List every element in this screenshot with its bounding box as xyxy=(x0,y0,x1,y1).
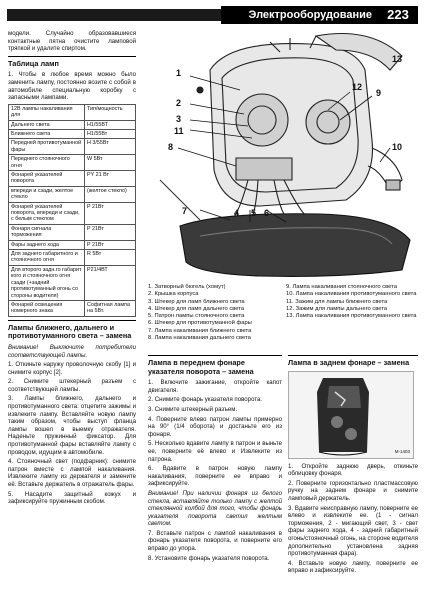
legend-item: 3. Штекер для ламп ближнего света xyxy=(148,298,245,305)
table-cell: H 3/55Вт xyxy=(85,139,136,155)
section-heading: Лампа в заднем фонаре – замена xyxy=(288,358,410,367)
table-cell: впереди и сзади, желтое стекло xyxy=(9,186,85,202)
table-cell: H1/55ВТ xyxy=(85,120,136,129)
callout-label: 10 xyxy=(392,142,403,152)
table-cell: P 21Вт xyxy=(85,224,136,240)
paragraph: 3. Вдавите неисправную лампу, поверните ее влево и извлеките ее. (1 - сигнал торможения, 2 - мигающий свет, 3 - свет фары заднего хода, 4 - задний габаритный огонь/стояночный огонь, на стороне водителя дополнительно установлена задняя противотуманная фара). xyxy=(288,504,418,558)
paragraph: 5. Насадите защитный кожух и зафиксируйте пружинным скобом. xyxy=(8,490,136,506)
table-cell: Фонаря сигнала торможения xyxy=(9,224,85,240)
legend-item: 5. Патрон лампы стояночного света xyxy=(148,313,245,320)
table-cell: Фары заднего хода xyxy=(9,240,85,249)
headlight-diagram xyxy=(140,30,418,280)
table-cell: Фонарей указателей поворота xyxy=(9,171,85,187)
legend-item: 9. Лампа накаливания стояночного света xyxy=(286,284,397,290)
table-cell: R 5Вт xyxy=(85,250,136,266)
page-number: 223 xyxy=(378,6,418,24)
table-cell: P21/4ВТ xyxy=(85,265,136,300)
paragraph: 4. Вставьте новую лампу, поверните ее вправо и зафиксируйте. xyxy=(288,559,418,575)
paragraph: 2. Снимите штекерный разъем с соответствующей лампы. xyxy=(8,378,136,393)
callout-label: 12 xyxy=(352,82,363,92)
table-cell: (желтое стекло) xyxy=(85,186,136,202)
callout-label: 6 xyxy=(264,208,270,218)
page-header xyxy=(7,6,418,24)
middle-column xyxy=(148,352,282,564)
legend-left xyxy=(148,284,276,342)
legend-item: 8. Лампа накаливания дальнего света xyxy=(148,335,251,342)
table-row xyxy=(9,155,136,171)
paragraph: 3. Лампы ближнего, дальнего и противотуманного света: отцепите зажимы и извлеките лампу. Вставляйте новую лампу таким образом, чтобы выступ фланца лампы вошел в выемку отражателя. Наденьте пружинный фиксатор. Для противотуманной фары вставляйте лампу с проводом, идущим в автомобиле. xyxy=(8,395,136,456)
section-heading: Лампы ближнего, дальнего и противотуманного света – замена xyxy=(8,322,132,341)
table-cell: Переднего стояночного огня xyxy=(9,155,85,171)
right-column xyxy=(288,352,418,577)
table-header-cell: Тип/мощность xyxy=(85,104,136,120)
lamp-table xyxy=(8,104,136,317)
paragraph: 4. Стояночный свет (подфарник): снимите патрон вместе с лампой накаливания. Извлеките лампу из держателя и замените её. Вставьте держатель в отражатель фары. xyxy=(8,458,136,488)
legend-item: 13. Лампа накаливания противотуманного света xyxy=(286,313,417,320)
table-cell: PY 21 Вт xyxy=(85,171,136,187)
table-note: 1. Чтобы в любое время можно было заменить лампу, постоянно возите с собой в автомобиле специальную коробку с запасными лампами. xyxy=(8,71,136,102)
table-cell: W 5Вт xyxy=(85,155,136,171)
divider xyxy=(8,56,136,57)
table-row xyxy=(9,224,136,240)
table-row xyxy=(9,139,136,155)
table-cell: H1/55Вт xyxy=(85,129,136,138)
table-header-row xyxy=(9,104,136,120)
paragraph: 1. Включите зажигание, откройте капот двигателя. xyxy=(148,379,282,394)
legend-right xyxy=(286,284,418,320)
intro-text: модели. Случайно образовавшиеся контактные пятна очистите ламповой тряпкой и удалите спиртом. xyxy=(8,30,136,53)
legend-item: 10. Лампа накаливания противотуманного света xyxy=(286,291,417,298)
table-row xyxy=(9,171,136,187)
legend-item: 6. Штекер для противотуманной фары xyxy=(148,320,252,327)
paragraph: Внимание! Выключите потребители соответствующей лампы. xyxy=(8,343,136,359)
callout-label: 8 xyxy=(168,142,174,152)
callout-label: 11 xyxy=(174,126,184,136)
callout-label: 2 xyxy=(176,98,182,108)
rear-lamp-photo xyxy=(288,371,414,459)
left-column xyxy=(8,30,136,508)
table-cell: Дальнего света xyxy=(9,120,85,129)
table-cell: Передней противотуманной фары xyxy=(9,139,85,155)
paragraph: 4. Поверните влево патрон лампы примерно на 90° (1/4 оборота) и достаньте его из фонаря. xyxy=(148,415,282,438)
callout-label: 4 xyxy=(234,208,240,218)
table-cell: Фонарей указателей поворота, впереди и сзади, с белым стеклом xyxy=(9,202,85,224)
table-cell: Для второго задн.го габарит кого и стояночного огня сзади (+задний противотуманный огонь со стороны водителя) xyxy=(9,265,85,300)
legend-item: 4. Штекер для ламп дальнего света xyxy=(148,305,245,312)
table-row xyxy=(9,129,136,138)
callout-label: 9 xyxy=(376,88,382,98)
table-cell: Фонарей освещения номерного знака xyxy=(9,300,85,316)
table-row xyxy=(9,202,136,224)
paragraph: 2. Поверните горизонтально пластмассовую ручку на заднем фонаре и снимите ламповый держатель. xyxy=(288,479,418,502)
legend-item: 1. Затворный бюгель (хомут) xyxy=(148,284,226,290)
paragraph: 7. Вставьте патрон с лампой накаливания в фонарь указателя поворота, и поверните его вправо до упора. xyxy=(148,529,282,553)
table-cell: P 21Вт xyxy=(85,240,136,249)
table-heading: Таблица ламп xyxy=(8,58,59,68)
paragraph: Внимание! При наличии фонаря из белого стекла, вставляйте только лампу с желтой стеклянной колбой для того, чтобы фонарь указателя поворота светил желтым светом. xyxy=(148,489,282,528)
table-row xyxy=(9,300,136,316)
callout-label: 5 xyxy=(251,208,257,218)
divider xyxy=(8,320,136,321)
table-row xyxy=(9,120,136,129)
table-cell: Для заднего габаритного и стояночного огня xyxy=(9,250,85,266)
paragraph: 8. Установите фонарь указателя поворота. xyxy=(148,554,270,562)
table-row xyxy=(9,265,136,300)
table-cell: Ближнего света xyxy=(9,129,85,138)
callout-label: 1 xyxy=(176,68,182,78)
section-title: Электрооборудование xyxy=(221,6,378,24)
table-cell: P 21Вт xyxy=(85,202,136,224)
headlight-drawing xyxy=(140,30,418,280)
table-header-cell: 12В лампы накаливания для xyxy=(9,104,85,120)
callout-label: 13 xyxy=(392,54,403,64)
legend-item: 7. Лампа накаливания ближнего света xyxy=(148,327,252,334)
paragraph: 2. Снимите фонарь указателя поворота. xyxy=(148,396,263,404)
legend-item: 12. Зажим для лампы дальнего света xyxy=(286,305,388,312)
table-row xyxy=(9,240,136,249)
figure-code: M-1403 xyxy=(394,449,410,454)
paragraph: 1. Откиньте наружу проволочную скобу [1] и снимите корпус [2]. xyxy=(8,361,136,376)
table-cell: Софитная лампа на 5Вт. xyxy=(85,300,136,316)
table-row xyxy=(9,250,136,266)
divider xyxy=(148,355,282,356)
section-heading: Лампа в переднем фонаре указателя поворота – замена xyxy=(148,358,254,376)
divider xyxy=(288,355,418,356)
table-row xyxy=(9,186,136,202)
callout-label: 3 xyxy=(176,114,182,124)
legend-item: 11. Зажим для лампы ближнего света xyxy=(286,298,388,305)
paragraph: 6. Вдавите в патрон новую лампу накаливания, поверните ее вправо и зафиксируйте. xyxy=(148,465,282,488)
paragraph: 5. Несколько вдавите лампу в патрон и выньте ее, поверните её влево и Извлеките из патрона. xyxy=(148,440,282,463)
rear-lamp-drawing xyxy=(289,372,413,458)
legend-item: 2. Крышка корпуса xyxy=(148,291,199,298)
paragraph: 3. Снимите штекерный разъем. xyxy=(148,405,238,413)
paragraph: 1. Откройте заднюю дверь, откиньте облицовку фонаря. xyxy=(288,462,418,478)
callout-label: 7 xyxy=(182,206,188,216)
